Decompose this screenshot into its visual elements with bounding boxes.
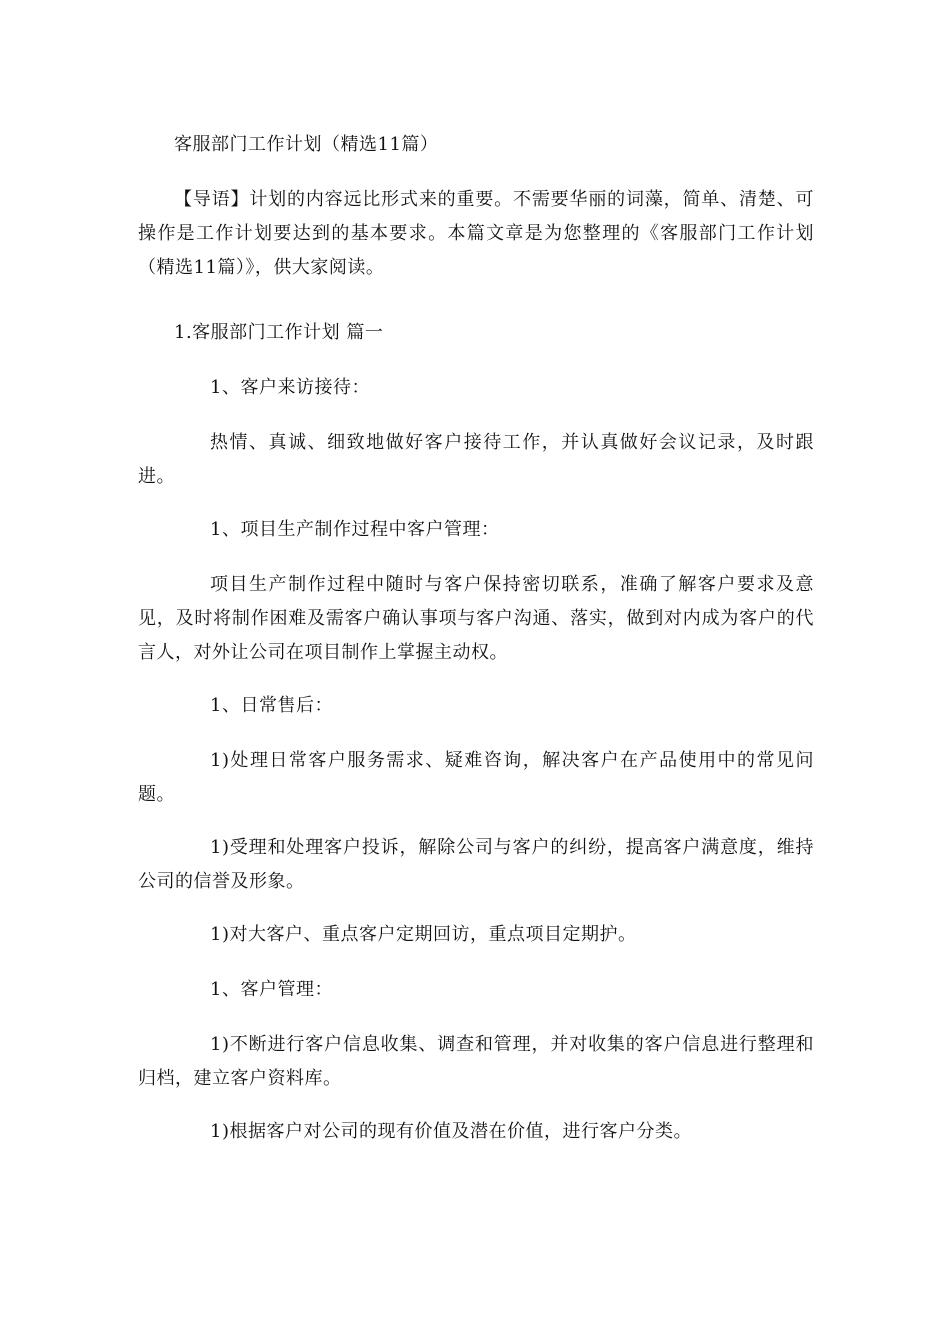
subheading-production-client-management: 1、项目生产制作过程中客户管理： (210, 519, 500, 540)
paragraph-visitor-reception: 热情、真诚、细致地做好客户接待工作，并认真做好会议记录，及时跟进。 (138, 432, 814, 487)
paragraph-daily-service-requests: 1)处理日常客户服务需求、疑难咨询，解决客户在产品使用中的常见问题。 (138, 750, 814, 805)
intro-paragraph: 【导语】计划的内容远比形式来的重要。不需要华丽的词藻，简单、清楚、可操作是工作计划要达到的基本要求。本篇文章是为您整理的《客服部门工作计划（精选11篇）》，供大家阅读。 (138, 189, 814, 278)
document-title: 客服部门工作计划（精选11篇） (174, 134, 439, 155)
paragraph-production-client-management: 项目生产制作过程中随时与客户保持密切联系，准确了解客户要求及意见，及时将制作困难及需客户确认事项与客户沟通、落实，做到对内成为客户的代言人，对外让公司在项目制作上掌握主动权。 (138, 574, 814, 663)
subheading-client-management: 1、客户管理： (210, 979, 333, 1000)
paragraph-client-classification: 1)根据客户对公司的现有价值及潜在价值，进行客户分类。 (210, 1121, 692, 1142)
subheading-visitor-reception: 1、客户来访接待： (210, 377, 370, 398)
paragraph-complaints: 1)受理和处理客户投诉，解除公司与客户的纠纷，提高客户满意度，维持公司的信誉及形象。 (138, 837, 814, 892)
paragraph-key-client-visits: 1)对大客户、重点客户定期回访，重点项目定期护。 (210, 924, 637, 945)
section-heading: 1.客服部门工作计划 篇一 (174, 322, 384, 343)
paragraph-client-info-collection: 1)不断进行客户信息收集、调查和管理，并对收集的客户信息进行整理和归档，建立客户资料库。 (138, 1034, 814, 1089)
document-body (138, 128, 814, 1149)
subheading-daily-after-sales: 1、日常售后： (210, 695, 333, 716)
